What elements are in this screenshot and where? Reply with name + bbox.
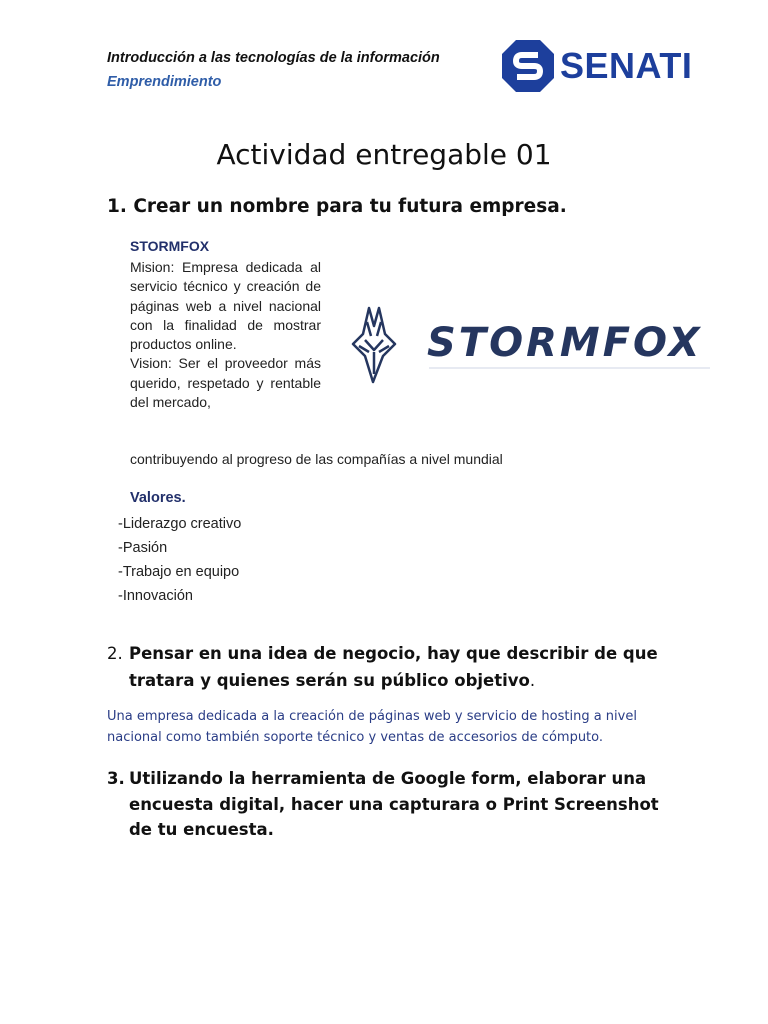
logo-wordmark: STORMFOX (427, 320, 703, 366)
mission-vision-block (130, 258, 321, 412)
value-item: -Innovación (118, 588, 193, 604)
values-list (118, 512, 241, 608)
fox-head-icon (345, 300, 720, 392)
mission-text: Mision: Empresa dedicada al servicio técnico y creación de páginas web a nivel nacional con la finalidad de mostrar productos online. (130, 259, 321, 353)
question-3-number: 3. (107, 769, 125, 788)
question-1-text: Crear un nombre para tu futura empresa. (133, 196, 567, 217)
question-2-number: 2. (107, 644, 123, 663)
senati-logo (500, 38, 693, 96)
stormfox-logo (345, 300, 720, 392)
value-item: -Liderazgo creativo (118, 516, 242, 532)
company-name: STORMFOX (130, 238, 210, 254)
course-subtitle: Emprendimiento (107, 74, 222, 90)
question-2-answer: Una empresa dedicada a la creación de páginas web y servicio de hosting a nivel nacional como también soporte técnico y ventas de accesorios de cómputo. (107, 709, 637, 745)
vision-text-end: contribuyendo al progreso de las compañías a nivel mundial (130, 451, 503, 467)
value-item: -Trabajo en equipo (118, 564, 240, 580)
course-title: Introducción a las tecnologías de la información (107, 50, 440, 66)
page-title: Actividad entregable 01 (216, 138, 552, 171)
question-2-text: Pensar en una idea de negocio, hay que describir de que tratara y quienes serán su público objetivo (129, 644, 658, 690)
question-1-number: 1. (107, 196, 127, 217)
senati-emblem-icon (500, 38, 556, 94)
senati-logo-text: SENATI (560, 45, 693, 86)
question-3 (107, 766, 667, 843)
question-3-text: Utilizando la herramienta de Google form, elaborar una encuesta digital, hacer una capturara o Print Screenshot de tu encuesta. (129, 769, 659, 839)
vision-text: Vision: Ser el proveedor más querido, respetado y rentable del mercado, (130, 355, 321, 411)
values-title: Valores. (130, 490, 186, 506)
question-2 (107, 640, 677, 694)
question-2-end: . (529, 671, 536, 690)
question-1 (107, 196, 567, 217)
value-item: -Pasión (118, 540, 168, 556)
